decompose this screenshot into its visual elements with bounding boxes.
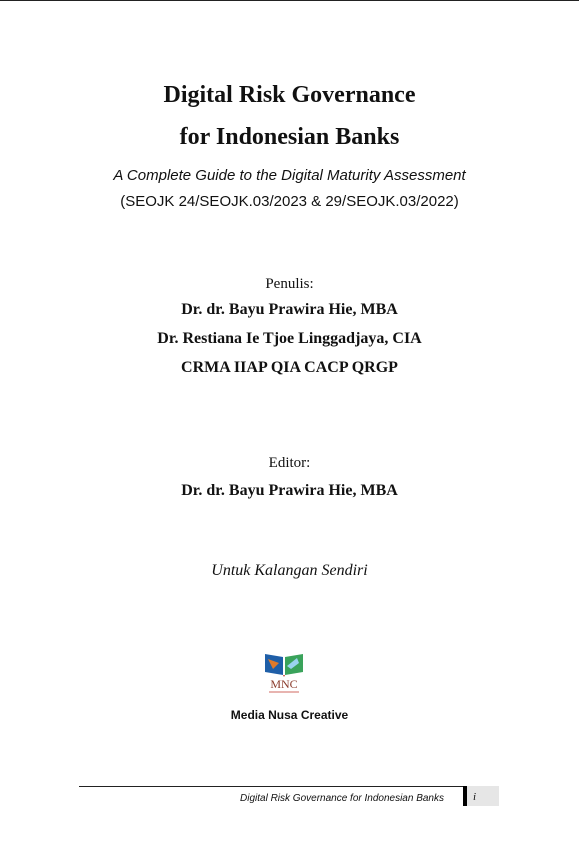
author-credentials: CRMA IIAP QIA CACP QRGP — [181, 359, 398, 376]
book-title-line-2: for Indonesian Banks — [179, 124, 400, 150]
page-number: i — [473, 791, 477, 803]
page-number-box — [467, 786, 499, 806]
logo-text: MNC — [270, 677, 298, 691]
author-name-2: Dr. Restiana Ie Tjoe Linggadjaya, CIA — [157, 330, 422, 347]
subtitle-line-2: (SEOJK 24/SEOJK.03/2023 & 29/SEOJK.03/2022) — [120, 193, 459, 210]
mnc-logo-icon — [263, 651, 305, 697]
distribution-note: Untuk Kalangan Sendiri — [211, 562, 368, 579]
footer-rule — [79, 786, 499, 787]
publisher-name: Media Nusa Creative — [230, 708, 349, 722]
publisher-logo — [263, 651, 305, 697]
author-name-1: Dr. dr. Bayu Prawira Hie, MBA — [181, 301, 398, 318]
top-border — [0, 0, 579, 1]
subtitle-line-1: A Complete Guide to the Digital Maturity Assessment — [113, 167, 466, 184]
running-title: Digital Risk Governance for Indonesian Banks — [240, 793, 444, 804]
editor-label: Editor: — [268, 455, 311, 471]
authors-label: Penulis: — [265, 276, 314, 292]
editor-name: Dr. dr. Bayu Prawira Hie, MBA — [181, 482, 398, 499]
book-title-line-1: Digital Risk Governance — [163, 82, 416, 108]
